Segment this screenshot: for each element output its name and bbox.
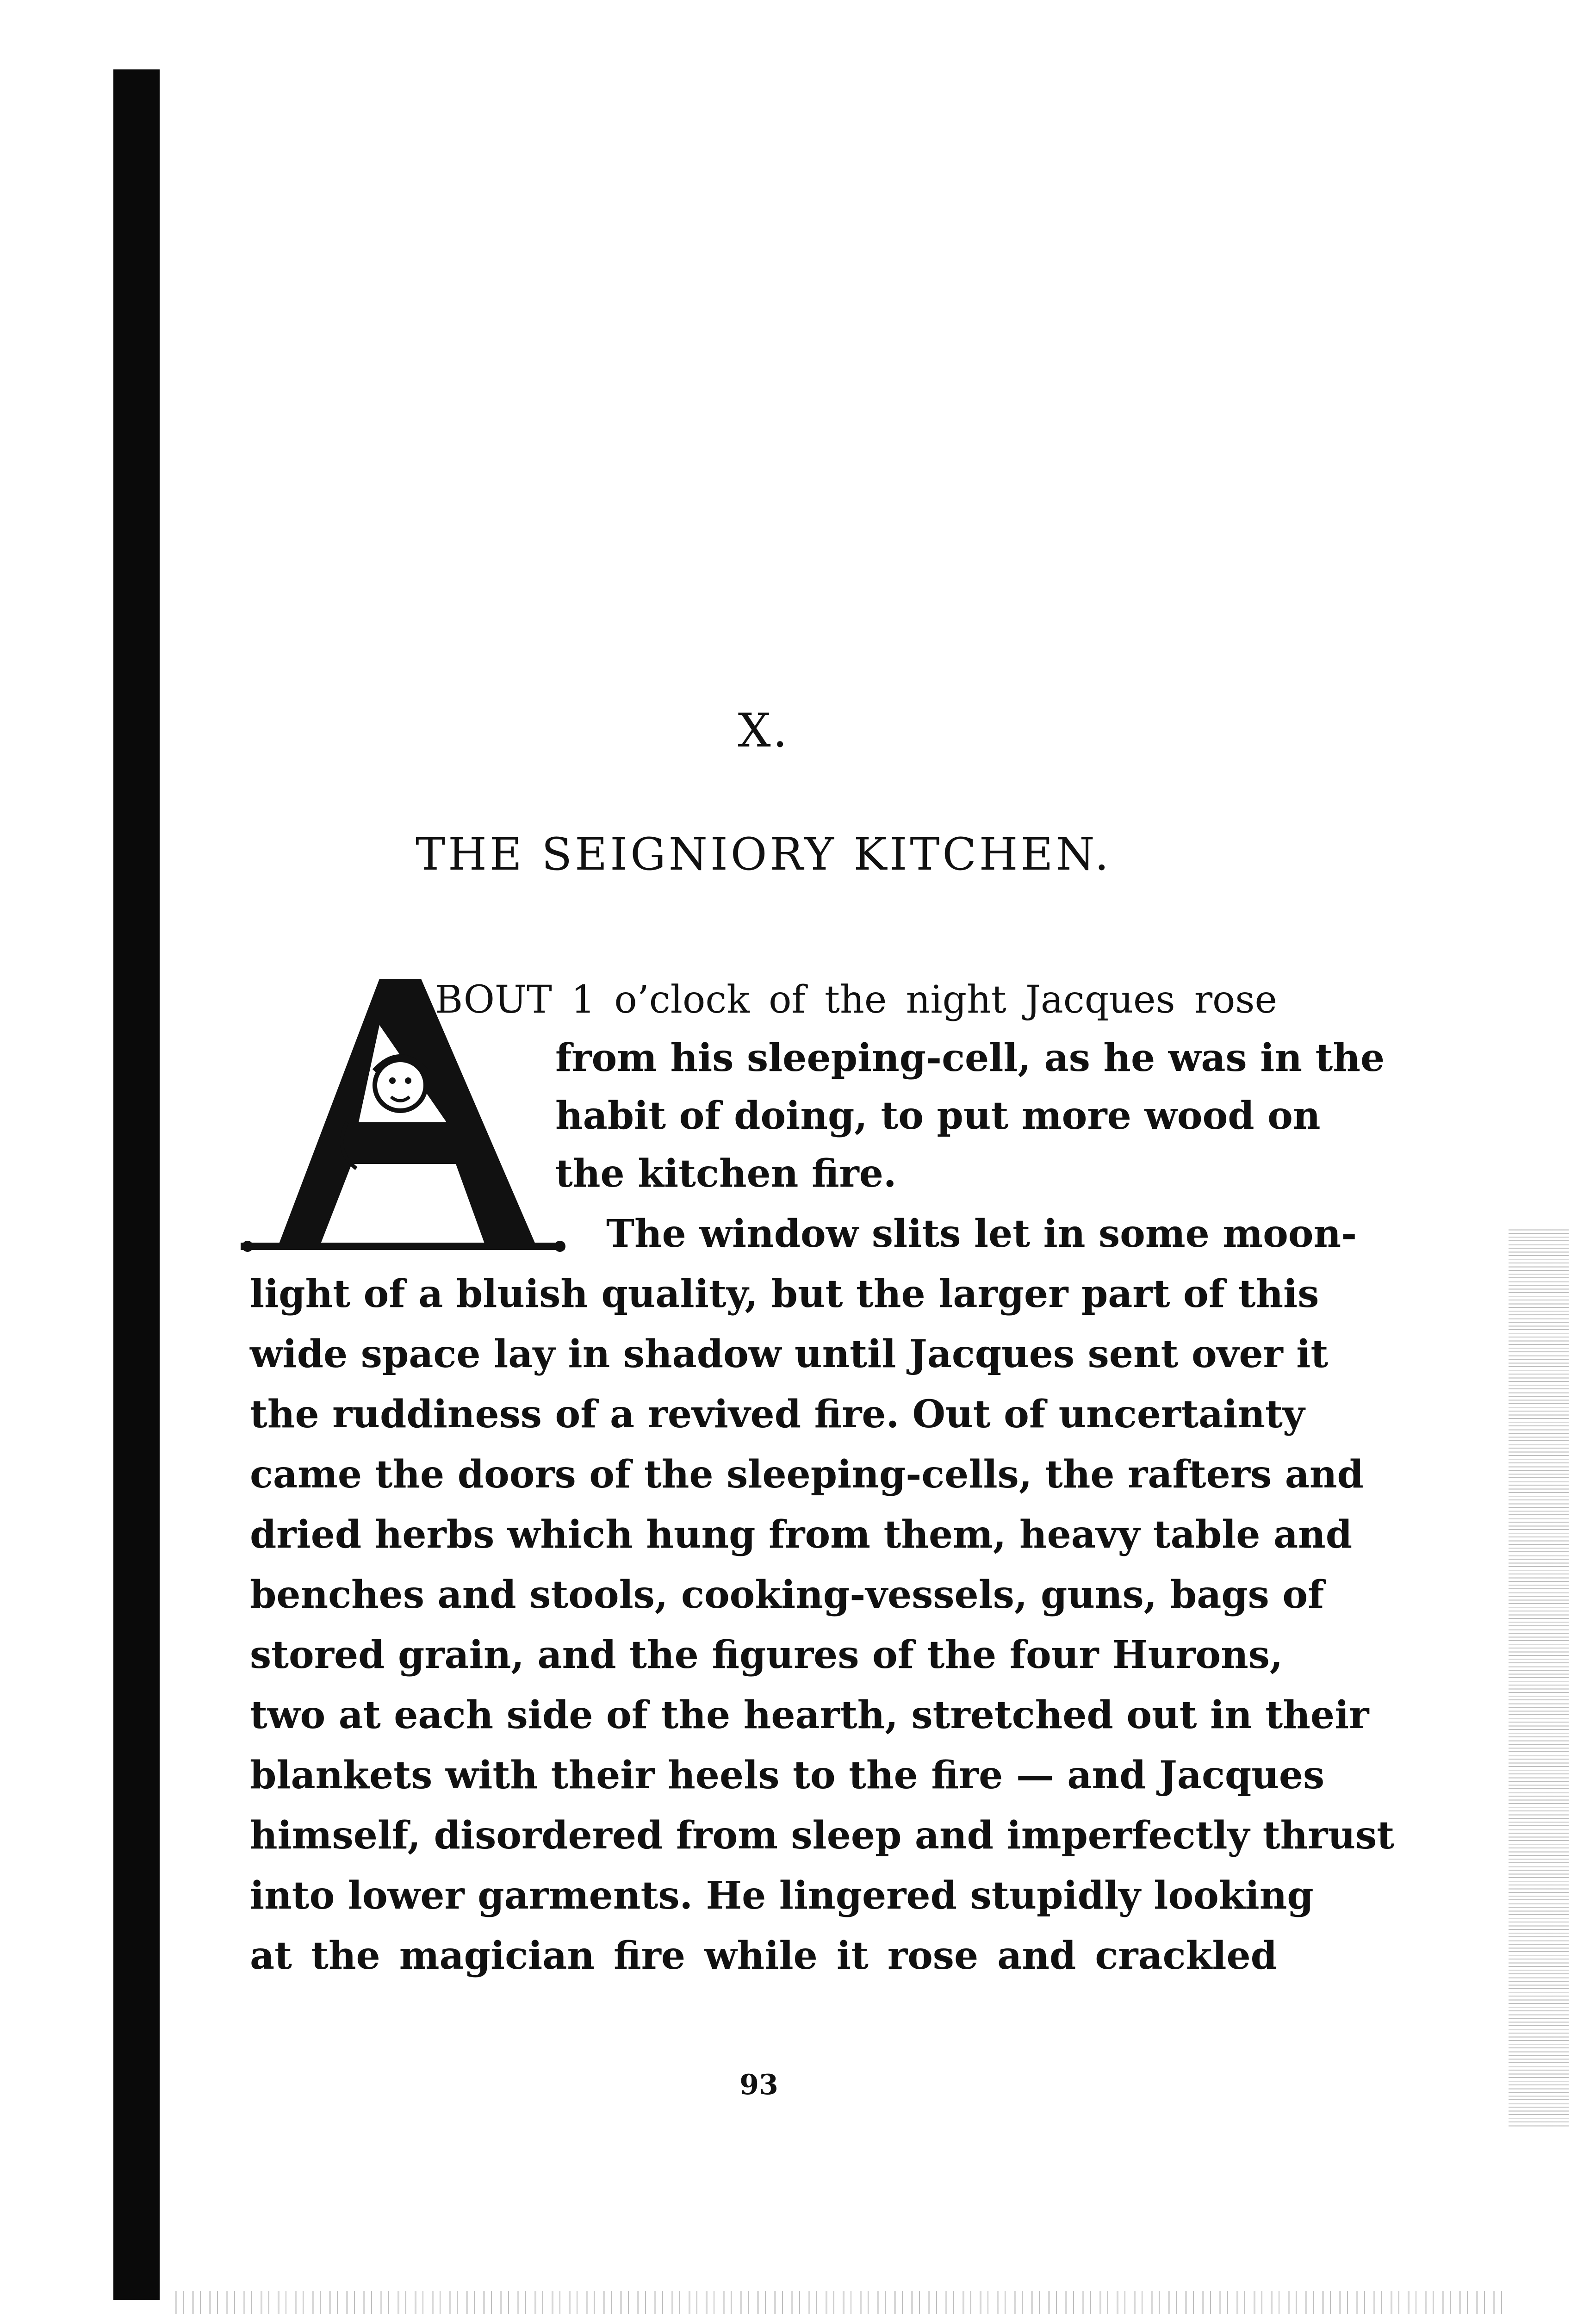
- text-line-8: the ruddiness of a revived fire. Out of uncertainty: [250, 1392, 1305, 1437]
- text-line-17: at the magician fire while it rose and crackled: [250, 1934, 1277, 1978]
- text-line-14: blankets with their heels to the fire — and Jacques: [250, 1753, 1325, 1798]
- text-line-9: came the doors of the sleeping-cells, the rafters and: [250, 1452, 1364, 1497]
- text-line-6: light of a bluish quality, but the larger part of this: [250, 1272, 1319, 1316]
- text-line-16: into lower garments. He lingered stupidly looking: [250, 1873, 1314, 1918]
- text-line-5: The window slits let in some moon-: [606, 1212, 1357, 1256]
- chapter-title: THE SEIGNIORY KITCHEN.: [416, 828, 1112, 880]
- text-line-4: the kitchen fire.: [555, 1151, 897, 1196]
- scan-binding-edge: [113, 69, 160, 2300]
- text-line-3: habit of doing, to put more wood on: [555, 1094, 1321, 1138]
- text-line-1: BOUT 1 o’clock of the night Jacques rose: [435, 978, 1277, 1022]
- text-line-12: stored grain, and the figures of the four Hurons,: [250, 1633, 1283, 1677]
- scan-noise-bottom: [167, 2291, 1509, 2314]
- text-line-7: wide space lay in shadow until Jacques sent over it: [250, 1332, 1329, 1376]
- chapter-number: X.: [738, 703, 789, 758]
- text-line-15: himself, disordered from sleep and imperfectly thrust: [250, 1813, 1395, 1858]
- text-line-2: from his sleeping-cell, as he was in the: [555, 1036, 1385, 1080]
- scan-noise-right: [1509, 1226, 1569, 2129]
- text-line-11: benches and stools, cooking-vessels, guns, bags of: [250, 1573, 1324, 1617]
- text-line-13: two at each side of the hearth, stretched out in their: [250, 1693, 1369, 1737]
- page-number: 93: [739, 2069, 778, 2101]
- text-line-10: dried herbs which hung from them, heavy table and: [250, 1512, 1353, 1557]
